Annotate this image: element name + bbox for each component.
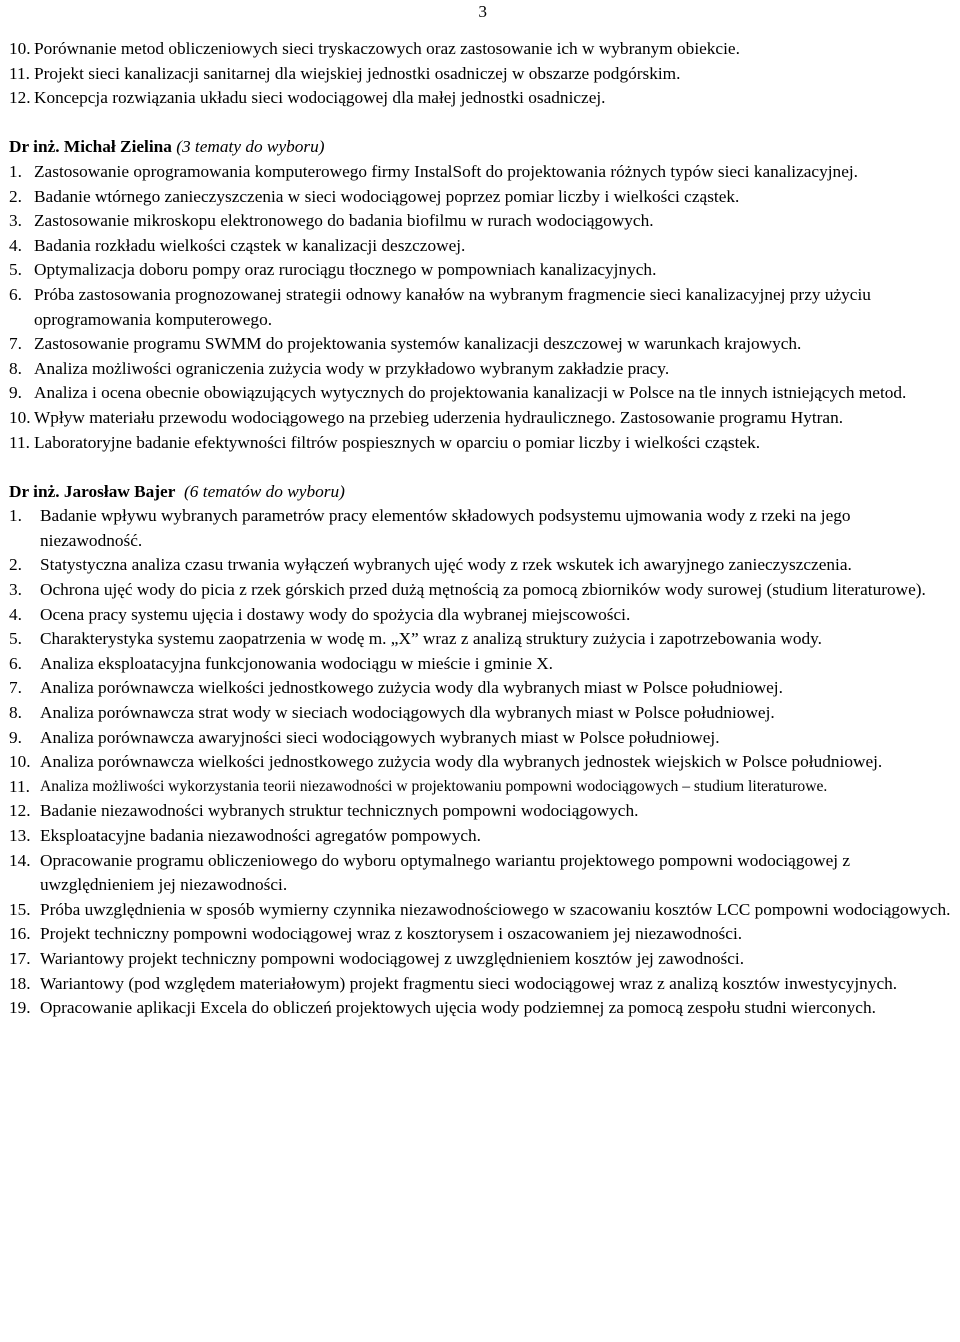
item-text: Porównanie metod obliczeniowych sieci tryskaczowych oraz zastosowanie ich w wybranym obiekcie.: [34, 39, 740, 58]
list-item: [9, 283, 955, 332]
item-text: Próba zastosowania prognozowanej strategii odnowy kanałów na wybranym fragmencie sieci kanalizacyjnej przy użyciu oprogramowania komputerowego.: [34, 284, 871, 329]
list-item: [9, 799, 955, 824]
item-text: Ocena pracy systemu ujęcia i dostawy wody do spożycia dla wybranej miejscowości.: [40, 604, 631, 624]
list-item: [9, 676, 955, 701]
list-item: [9, 922, 955, 947]
item-text: Analiza porównawcza wielkości jednostkowego zużycia wody dla wybranych miast w Polsce południowej.: [40, 678, 783, 698]
list-item: [9, 381, 955, 406]
item-number: 16.: [9, 924, 31, 944]
list-item: [9, 37, 955, 62]
item-number: 10.: [9, 407, 31, 427]
list-item: [9, 775, 955, 800]
list-item: [9, 86, 955, 111]
item-text: Statystyczna analiza czasu trwania wyłączeń wybranych ujęć wody z rzek wskutek ich awaryjnego zanieczyszczenia.: [40, 555, 852, 575]
list-item: [9, 431, 955, 456]
topic-list-continued: [9, 37, 955, 111]
item-text: Zastosowanie mikroskopu elektronowego do badania biofilmu w rurach wodociągowych.: [34, 211, 654, 231]
item-number: 6.: [9, 284, 22, 304]
item-number: 19.: [9, 998, 31, 1018]
item-number: 12.: [9, 801, 31, 821]
list-item: [9, 209, 955, 234]
item-text: Badanie niezawodności wybranych struktur technicznych pompowni wodociągowych.: [40, 801, 639, 821]
item-number: 2.: [9, 555, 22, 575]
item-text: Koncepcja rozwiązania układu sieci wodociągowej dla małej jednostki osadniczej.: [34, 88, 606, 108]
list-item: [9, 627, 955, 652]
item-number: 8.: [9, 358, 22, 378]
list-item: [9, 849, 955, 898]
item-number: 10.: [9, 752, 31, 772]
list-item: [9, 898, 955, 923]
item-text: Analiza porównawcza strat wody w sieciach wodociągowych dla wybranych miast w Polsce południowej.: [40, 703, 775, 723]
list-item: [9, 726, 955, 751]
item-number: 15.: [9, 899, 31, 919]
item-number: 5.: [9, 629, 22, 649]
item-text: Zastosowanie oprogramowania komputerowego firmy InstalSoft do projektowania różnych typów sieci kanalizacyjnej.: [34, 161, 858, 181]
item-text: Analiza i ocena obecnie obowiązujących wytycznych do projektowania kanalizacji w Polsce na tle innych istniejących metod.: [34, 383, 907, 403]
item-number: 2.: [9, 186, 22, 206]
item-text: Optymalizacja doboru pompy oraz rurociągu tłocznego w pompowniach kanalizacyjnych.: [34, 260, 657, 280]
item-text: Badanie wpływu wybranych parametrów pracy elementów składowych podsystemu ujmowania wody z rzeki na jego niezawodność.: [40, 506, 851, 550]
item-number: 4.: [9, 235, 22, 255]
list-item: [9, 553, 955, 578]
list-item: [9, 701, 955, 726]
item-text: Analiza możliwości ograniczenia zużycia wody w przykładowo wybranym zakładzie pracy.: [34, 358, 670, 378]
topic-list-bajer: [9, 504, 955, 1020]
page-number: 3: [478, 2, 487, 21]
item-text: Charakterystyka systemu zaopatrzenia w wodę m. „X” wraz z analizą struktury zużycia i zapotrzebowania wody.: [40, 629, 822, 649]
item-number: 18.: [9, 973, 31, 993]
list-item: [9, 578, 955, 603]
list-item: [9, 406, 955, 431]
section-heading-zielina: [9, 135, 955, 160]
list-item: [9, 972, 955, 997]
list-item: [9, 947, 955, 972]
item-number: 3.: [9, 580, 22, 600]
item-text: Opracowanie aplikacji Excela do obliczeń projektowych ujęcia wody podziemnej za pomocą zespołu studni wierconych.: [40, 998, 876, 1018]
topic-count-note: (6 tematów do wyboru): [184, 481, 345, 501]
item-number: 7.: [9, 334, 22, 354]
item-text: Badania rozkładu wielkości cząstek w kanalizacji deszczowej.: [34, 235, 466, 255]
item-text: Projekt sieci kanalizacji sanitarnej dla wiejskiej jednostki osadniczej w obszarze podgórskim.: [34, 63, 681, 83]
list-item: [9, 750, 955, 775]
item-text: Wariantowy (pod względem materiałowym) projekt fragmentu sieci wodociągowej wraz z analizą kosztów inwestycyjnych.: [40, 973, 898, 993]
list-item: [9, 996, 955, 1021]
item-text: Próba uwzględnienia w sposób wymierny czynnika niezawodnościowego w szacowaniu kosztów LCC pompowni wodociągowych.: [40, 899, 951, 919]
item-text: Opracowanie programu obliczeniowego do wyboru optymalnego wariantu projektowego pompowni wodociągowej z uwzględnieniem jej niezawodności.: [40, 850, 851, 895]
list-item: [9, 357, 955, 382]
item-text: Analiza możliwości wykorzystania teorii niezawodności w projektowaniu pompowni wodociągowych – studium literaturowe.: [40, 777, 828, 795]
item-text: Wpływ materiału przewodu wodociągowego na przebieg uderzenia hydraulicznego. Zastosowanie programu Hytran.: [34, 407, 844, 427]
item-number: 3.: [9, 211, 22, 231]
item-number: 1.: [9, 506, 22, 526]
item-number: 13.: [9, 826, 31, 845]
item-number: 6.: [9, 653, 22, 673]
item-text: Analiza porównawcza wielkości jednostkowego zużycia wody dla wybranych jednostek wiejskich w Polsce południowej.: [40, 752, 883, 772]
item-text: Badanie wtórnego zanieczyszczenia w sieci wodociągowej poprzez pomiar liczby i wielkości cząstek.: [34, 186, 740, 206]
list-item: [9, 332, 955, 357]
list-item: [9, 234, 955, 259]
item-text: Laboratoryjne badanie efektywności filtrów pospiesznych w oparciu o pomiar liczby i wielkości cząstek.: [34, 432, 761, 452]
item-number: 17.: [9, 948, 31, 968]
item-text: Eksploatacyjne badania niezawodności agregatów pompowych.: [40, 826, 482, 845]
item-number: 7.: [9, 678, 22, 698]
section-heading-bajer: [9, 480, 955, 505]
topic-list-zielina: [9, 160, 955, 455]
item-number: 4.: [9, 604, 22, 624]
topic-count-note: (3 tematy do wyboru): [176, 137, 325, 157]
list-item: [9, 258, 955, 283]
item-number: 10.: [9, 39, 31, 58]
item-text: Projekt techniczny pompowni wodociągowej wraz z kosztorysem i oszacowaniem jej niezawodności.: [40, 924, 743, 944]
list-item: [9, 603, 955, 628]
item-number: 11.: [9, 776, 30, 796]
item-number: 5.: [9, 260, 22, 280]
item-text: Analiza porównawcza awaryjności sieci wodociągowych wybranych miast w Polsce południowej.: [40, 727, 720, 747]
item-number: 1.: [9, 161, 22, 181]
item-number: 9.: [9, 727, 22, 747]
item-number: 8.: [9, 703, 22, 723]
list-item: [9, 504, 955, 553]
item-number: 9.: [9, 383, 22, 403]
list-item: [9, 824, 955, 849]
list-item: [9, 160, 955, 185]
item-text: Analiza eksploatacyjna funkcjonowania wodociągu w mieście i gminie X.: [40, 653, 553, 673]
item-text: Zastosowanie programu SWMM do projektowania systemów kanalizacji deszczowej w warunkach krajowych.: [34, 334, 802, 354]
list-item: [9, 652, 955, 677]
item-text: Wariantowy projekt techniczny pompowni wodociągowej z uwzględnieniem kosztów jej zawodności.: [40, 948, 745, 968]
list-item: [9, 62, 955, 87]
item-text: Ochrona ujęć wody do picia z rzek górskich przed dużą mętnością za pomocą zbiorników wody surowej (studium literaturowe).: [40, 580, 926, 600]
item-number: 11.: [9, 63, 30, 83]
item-number: 14.: [9, 850, 31, 870]
item-number: 11.: [9, 432, 30, 452]
document-body: [9, 37, 955, 1021]
supervisor-name: Dr inż. Jarosław Bajer: [9, 481, 176, 501]
item-number: 12.: [9, 88, 31, 108]
list-item: [9, 185, 955, 210]
supervisor-name: Dr inż. Michał Zielina: [9, 137, 172, 157]
